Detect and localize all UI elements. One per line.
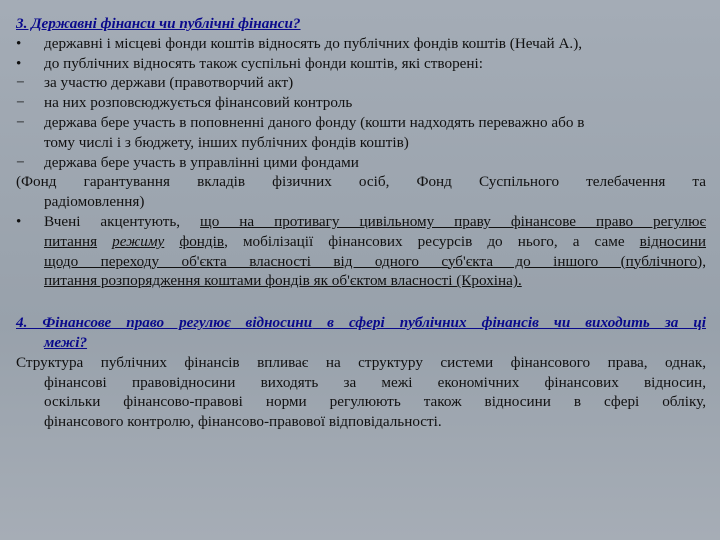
list-item: • державні і місцеві фонди коштів відносять до публічних фондів коштів (Нечай А.),: [16, 34, 583, 52]
dash-item: − на них розповсюджується фінансовий контроль: [16, 94, 353, 112]
section-4-title: 4. Фінансове право регулює відносини в сфері публічних фінансів чи виходить за ці межі?: [16, 314, 707, 351]
section-4-body: Структура публічних фінансів впливає на структуру системи фінансового права, однак, фінансові правовідносини виходять за межі економічних фінансових відносин, оскільки фінансово-правові норми регулюють також відносини в сфері обліку, фінансового контролю, фінансово-правової відповідальності.: [16, 353, 706, 431]
funds-examples: (Фонд гарантування вкладів фізичних осіб, Фонд Суспільного телебачення та радіомовлення): [16, 173, 706, 211]
section-3: [16, 14, 706, 291]
list-item: • до публічних відносять також суспільні фонди коштів, які створені:: [16, 54, 483, 72]
section-3-title: 3. Державні фінанси чи публічні фінанси?: [16, 15, 301, 32]
dash-item: − держава бере участь в управлінні цими фондами: [16, 153, 359, 171]
bullet-icon: •: [16, 34, 22, 52]
dash-icon: −: [16, 153, 25, 171]
bullet-icon: •: [16, 54, 22, 72]
dash-icon: −: [16, 74, 25, 92]
bullet-icon: •: [16, 212, 22, 230]
dash-icon: −: [16, 94, 25, 112]
section-4: [16, 313, 706, 432]
dash-icon: −: [16, 113, 25, 131]
dash-item: − за участю держави (правотворчий акт): [16, 74, 294, 92]
dash-item: − держава бере участь в поповненні даного фонду (кошти надходять переважно або в тому числі і з бюджету, інших публічних фондів коштів): [16, 113, 585, 151]
scholars-item: • Вчені акцентують, що на противагу цивільному праву фінансове право регулює питання режиму фондів, мобілізації фінансових ресурсів до нього, а саме відносини щодо переходу об'єкта власності від одного суб'єкта до іншого (публічного), питання розпорядження коштами фондів як об'єктом власності (Крохіна).: [16, 212, 707, 290]
